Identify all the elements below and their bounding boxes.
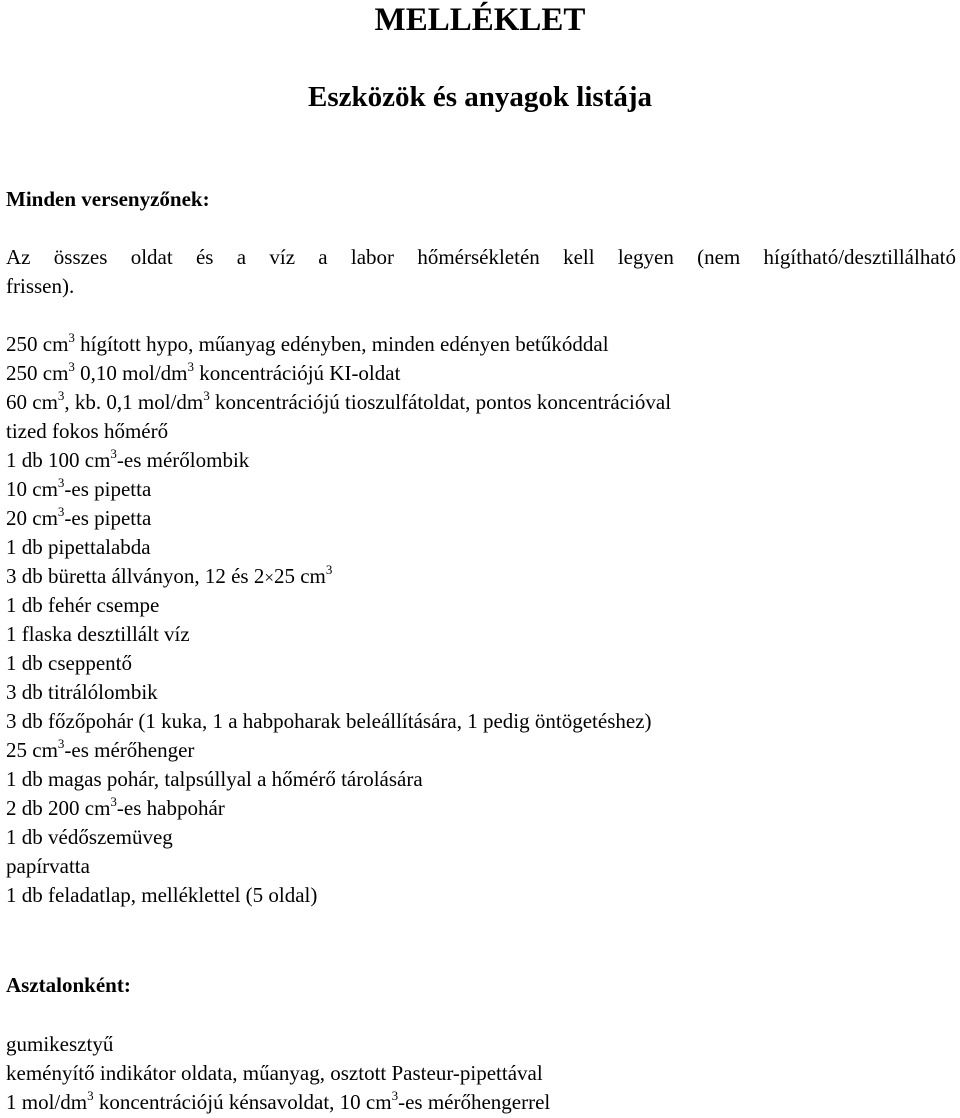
item-text: 10 cm <box>6 477 58 501</box>
superscript: 3 <box>57 388 65 403</box>
list-item <box>6 852 956 881</box>
item-text: tized fokos hőmérő <box>6 419 169 443</box>
superscript: 3 <box>110 446 117 461</box>
list-item <box>6 475 956 504</box>
item-text: 25 cm <box>273 564 326 588</box>
item-text: 1 mol/dm <box>6 1090 88 1114</box>
item-text: 60 cm <box>6 390 58 414</box>
superscript: 3 <box>57 475 65 490</box>
item-text: -es mérőhengerrel <box>398 1090 551 1114</box>
superscript: 3 <box>68 359 75 374</box>
list-item <box>6 1059 956 1088</box>
item-text: 1 db 100 cm <box>6 448 111 472</box>
intro-paragraph <box>6 243 956 301</box>
list-item <box>6 678 956 707</box>
item-text: 20 cm <box>6 506 58 530</box>
item-text: gumikesztyű <box>6 1032 114 1056</box>
item-text: 3 db főzőpohár (1 kuka, 1 a habpoharak beleállítására, 1 pedig öntögetéshez) <box>6 709 652 733</box>
list-item <box>6 330 956 359</box>
document-title: MELLÉKLET <box>374 2 586 38</box>
item-text: 2 db 200 cm <box>6 796 111 820</box>
item-text: 3 db titrálólombik <box>6 680 158 704</box>
superscript: 3 <box>187 359 194 374</box>
superscript: 3 <box>203 388 210 403</box>
item-text: koncentrációjú tioszulfátoldat, pontos koncentrációval <box>209 390 672 414</box>
item-text: 25 cm <box>6 738 58 762</box>
item-text: 1 db cseppentő <box>6 651 132 675</box>
list-item <box>6 504 956 533</box>
list-item <box>6 359 956 388</box>
item-text: -es mérőlombik <box>116 448 250 472</box>
list-item <box>6 620 956 649</box>
multiplication-sign: × <box>264 568 274 587</box>
item-text: 1 db fehér csempe <box>6 593 160 617</box>
item-text: 3 db büretta állványon, 12 és 2 <box>6 564 265 588</box>
list-item <box>6 765 956 794</box>
item-text: hígított hypo, műanyag edényben, minden edényen betűkóddal <box>74 332 609 356</box>
item-text: -es pipetta <box>64 477 152 501</box>
list-item <box>6 707 956 736</box>
superscript: 3 <box>391 1088 399 1103</box>
list-item <box>6 794 956 823</box>
superscript: 3 <box>57 504 65 519</box>
item-text: 250 cm <box>6 361 69 385</box>
competitor-equipment-list <box>6 330 956 910</box>
competitor-section-heading: Minden versenyzőnek: <box>6 187 210 211</box>
item-text: 1 db feladatlap, melléklettel (5 oldal) <box>6 883 318 907</box>
item-text: 1 db védőszemüveg <box>6 825 173 849</box>
superscript: 3 <box>110 794 117 809</box>
item-text: 1 flaska desztillált víz <box>6 622 190 646</box>
list-item <box>6 1088 956 1117</box>
superscript: 3 <box>87 1088 94 1103</box>
superscript: 3 <box>68 330 75 345</box>
item-text: 1 db magas pohár, talpsúllyal a hőmérő tárolására <box>6 767 423 791</box>
list-item <box>6 533 956 562</box>
item-text: 250 cm <box>6 332 69 356</box>
list-item <box>6 736 956 765</box>
list-item <box>6 823 956 852</box>
item-text: 1 db pipettalabda <box>6 535 151 559</box>
item-text: papírvatta <box>6 854 90 878</box>
superscript: 3 <box>57 736 65 751</box>
item-text: -es mérőhenger <box>64 738 195 762</box>
item-text: -es pipetta <box>64 506 152 530</box>
document-subtitle: Eszközök és anyagok listája <box>307 81 652 113</box>
list-item <box>6 417 956 446</box>
item-text: -es habpohár <box>116 796 225 820</box>
list-item <box>6 562 956 591</box>
list-item <box>6 881 956 910</box>
table-equipment-list <box>6 1030 956 1117</box>
intro-line-1: Az összes oldat és a víz a labor hőmérsékletén kell legyen (nem hígítható/desztillálható <box>6 245 956 269</box>
table-section-heading: Asztalonként: <box>6 973 131 997</box>
list-item <box>6 388 956 417</box>
item-text: keményítő indikátor oldata, műanyag, osztott Pasteur-pipettával <box>6 1061 543 1085</box>
item-text: , kb. 0,1 mol/dm <box>64 390 204 414</box>
list-item <box>6 649 956 678</box>
intro-line-2: frissen). <box>6 274 75 298</box>
item-text: koncentrációjú kénsavoldat, 10 cm <box>93 1090 392 1114</box>
list-item <box>6 446 956 475</box>
item-text: 0,10 mol/dm <box>74 361 188 385</box>
item-text: koncentrációjú KI-oldat <box>194 361 401 385</box>
list-item <box>6 1030 956 1059</box>
superscript: 3 <box>325 562 333 577</box>
list-item <box>6 591 956 620</box>
